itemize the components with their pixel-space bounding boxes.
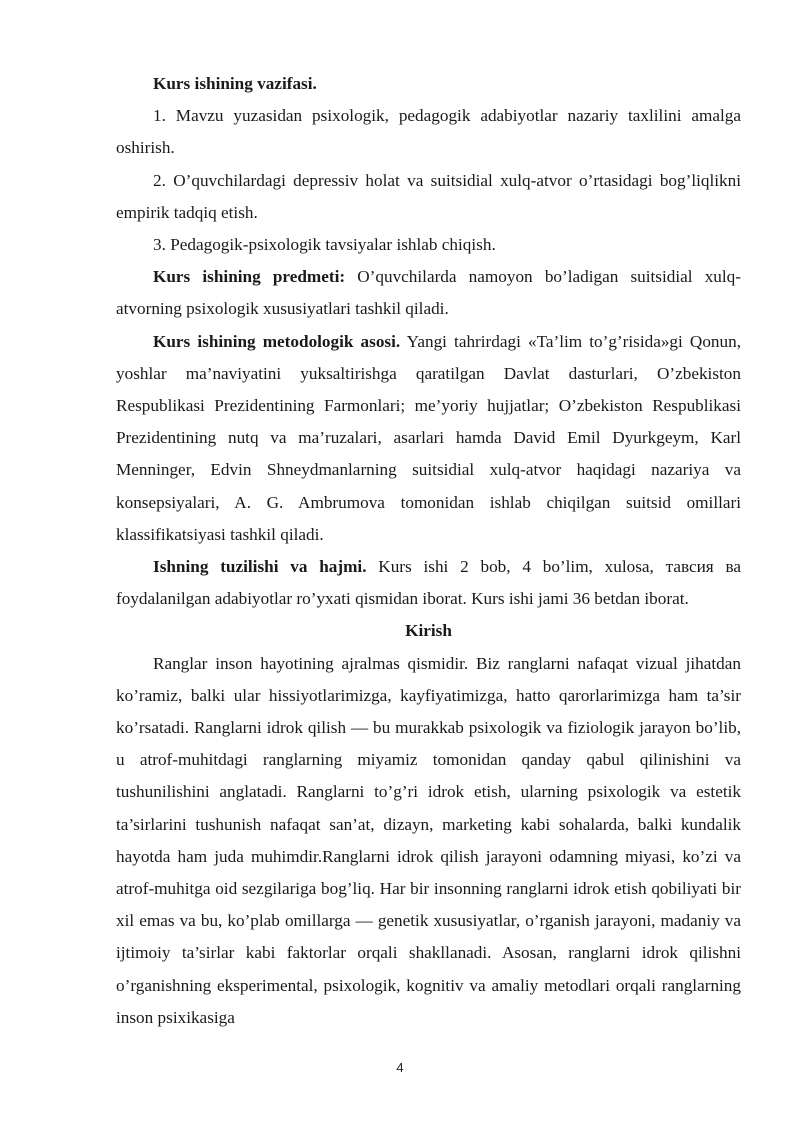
page-number: 4 xyxy=(396,1060,404,1075)
subject-label: Kurs ishining predmeti: xyxy=(153,267,346,287)
structure-paragraph xyxy=(116,551,741,615)
subject-text: O’quvchilarda namoyon bo’ladigan suitsidial xulq-atvorning psixologik xususiyatlari tashkil qiladi. xyxy=(116,267,741,319)
document-page xyxy=(116,68,741,1034)
methodology-text: Yangi tahrirdagi «Ta’lim to’g’risida»gi Qonun, yoshlar ma’naviyatini yuksaltirishga qaratilgan Davlat dasturlari, O’zbekiston Respublikasi Prezidentining Farmonlari; me’yoriy hujjatlar; O’zbekiston Respublikasi Prezidentining nutq va ma’ruzalari, asarlari hamda David Emil Dyurkgeym, Karl Menninger, Edvin Shneydmanlarning suitsidial xulq-atvor haqidagi nazariya va konsepsiyalari, A. G. Ambrumova tomonidan ishlab chiqilgan suitsid omillari klassifikatsiyasi tashkil qiladi. xyxy=(116,331,741,544)
structure-label: Ishning tuzilishi va hajmi. xyxy=(153,557,367,577)
methodology-label: Kurs ishining metodologik asosi. xyxy=(153,331,401,351)
task-item-1: 1. Mavzu yuzasidan psixologik, pedagogik adabiyotlar nazariy taxlilini amalga oshirish. xyxy=(116,106,741,158)
intro-paragraph: Ranglar inson hayotining ajralmas qismidir. Biz ranglarni nafaqat vizual jihatdan ko’ramiz, balki ular hissiyotlarimizga, kayfiyatimizga, hatto qarorlarimizga ham ta’sir ko’rsatadi. Ranglarni idrok qilish — bu murakkab psixologik va fiziologik jarayon bo’lib, u atrof-muhitdagi ranglarning miyamiz tomonidan qanday qabul qilinishini va tushunilishini anglatadi. Ranglarni to’g’ri idrok etish, ularning psixologik va estetik ta’sirlarini tushunish nafaqat san’at, dizayn, marketing kabi sohalarda, balki kundalik hayotda ham juda muhimdir.Ranglarni idrok qilish jarayoni odamning miyasi, ko’zi va atrof-muhitga oid sezgilariga bog’liq. Har bir insonning ranglarni idrok etish qobiliyati bir xil emas va bu, ko’plab omillarga — genetik xususiyatlar, o’rganish jarayoni, madaniy va ijtimoiy ta’sirlar kabi faktorlar orqali shakllanadi. Asosan, ranglarni idrok qilishni o’rganishning eksperimental, psixologik, kognitiv va amaliy metodlari orqali ranglarning inson psixikasiga xyxy=(116,653,741,1027)
intro-title: Kirish xyxy=(405,621,452,641)
methodology-paragraph xyxy=(116,326,741,551)
subject-paragraph xyxy=(116,261,741,325)
structure-text: Kurs ishi 2 bob, 4 bo’lim, xulosa, тавсия ва foydalanilgan adabiyotlar ro’yxati qismidan iborat. Kurs ishi jami 36 betdan iborat. xyxy=(116,557,741,609)
task-item-2: 2. O’quvchilardagi depressiv holat va suitsidial xulq-atvor o’rtasidagi bog’liqlikni empirik tadqiq etish. xyxy=(116,170,741,222)
task-item-3: 3. Pedagogik-psixologik tavsiyalar ishlab chiqish. xyxy=(153,235,496,255)
section-title: Kurs ishining vazifasi. xyxy=(153,74,317,93)
